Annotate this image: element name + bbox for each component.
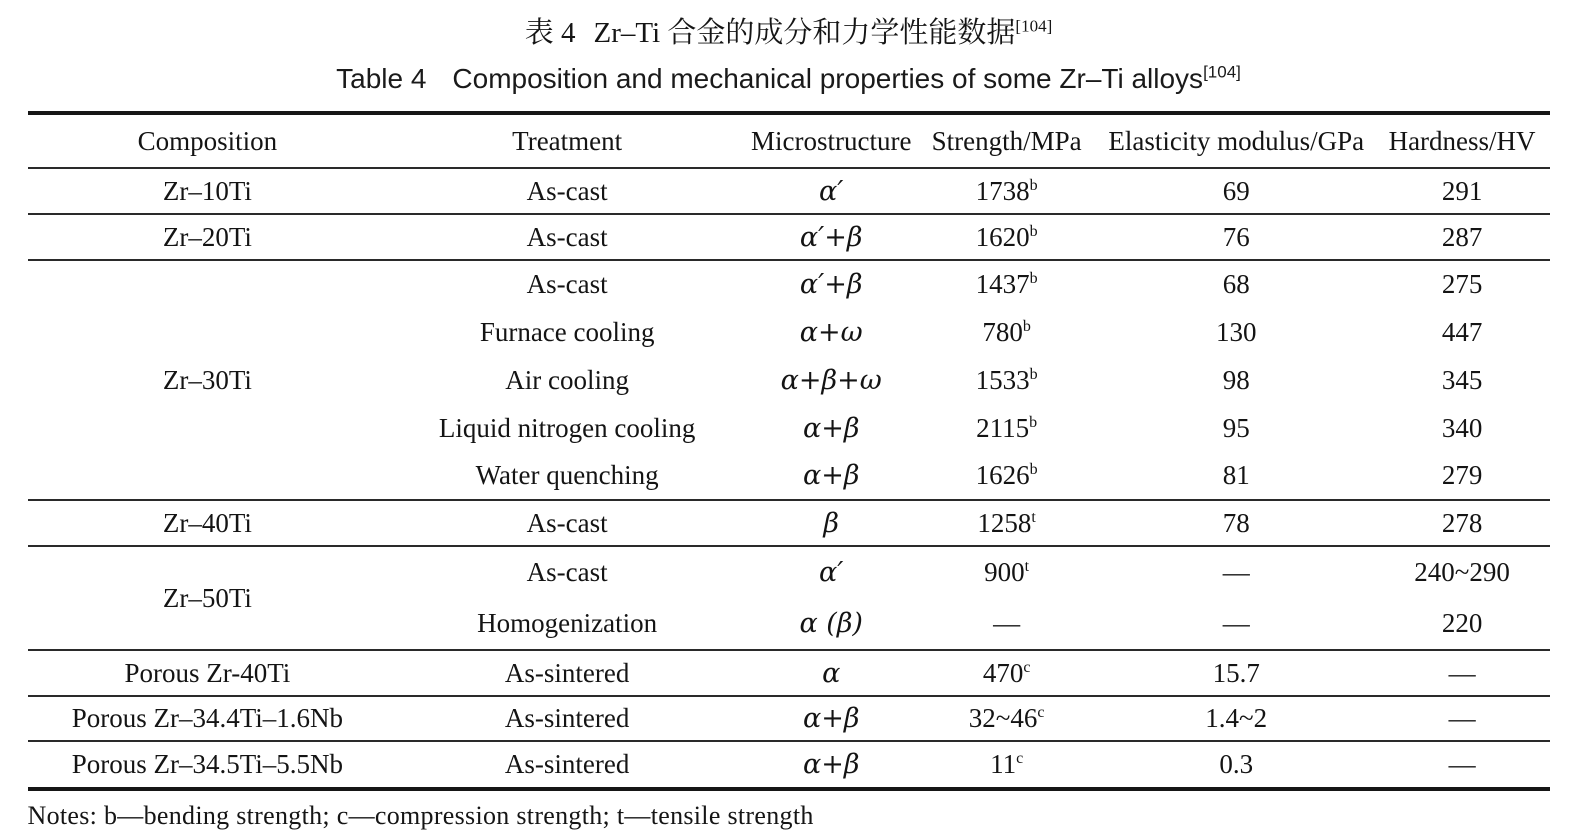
- microstructure-cell: α′+β: [799, 269, 863, 300]
- strength-value: 470: [982, 657, 1024, 688]
- strength-superscript: t: [1031, 508, 1036, 526]
- treatment-cell: As-sintered: [387, 650, 747, 696]
- modulus-cell: 0.3: [1219, 749, 1254, 779]
- table-caption-zh-text: Zr–Ti 合金的成分和力学性能数据: [593, 17, 1016, 49]
- strength-cell: [915, 404, 1097, 452]
- microstructure-cell: β: [747, 500, 915, 546]
- hardness-cell: 447: [1441, 316, 1483, 347]
- strength-value: 1258: [977, 507, 1032, 538]
- strength-cell: [915, 546, 1097, 598]
- modulus-cell: 1.4~2: [1098, 696, 1375, 741]
- table-row: [28, 168, 1550, 214]
- microstructure-cell: α′: [747, 168, 915, 214]
- strength-cell: [915, 308, 1097, 356]
- strength-value: 32~46: [968, 703, 1038, 733]
- hardness-cell: 345: [1441, 364, 1483, 395]
- table-row: [28, 500, 1550, 546]
- treatment-cell: Liquid nitrogen cooling: [438, 412, 696, 443]
- strength-cell: [915, 741, 1097, 789]
- table-row: [28, 650, 1550, 696]
- composition-cell: Porous Zr-40Ti: [28, 650, 388, 696]
- microstructure-cell: α+ω: [799, 316, 863, 348]
- microstructure-cell: α: [747, 650, 915, 696]
- header-strength: Strength/MPa: [915, 113, 1097, 168]
- composition-cell: Porous Zr–34.4Ti–1.6Nb: [28, 696, 388, 741]
- strength-value: 1533: [975, 364, 1030, 395]
- modulus-cell: 95: [1222, 412, 1250, 443]
- strength-value: 780: [982, 316, 1023, 347]
- treatment-cell: As-cast: [526, 557, 608, 587]
- composition-cell: Zr–30Ti: [28, 260, 388, 500]
- hardness-cell: 291: [1375, 168, 1550, 214]
- hardness-cell: —: [1375, 696, 1550, 741]
- strength-superscript: c: [1037, 704, 1045, 721]
- strength-superscript: b: [1029, 461, 1038, 478]
- microstructure-cell: α′: [819, 557, 844, 588]
- header-hardness: Hardness/HV: [1375, 113, 1550, 168]
- strength-cell: [915, 650, 1097, 696]
- microstructure-cell: α (β): [747, 598, 915, 650]
- table-row: [28, 546, 1550, 598]
- composition-cell: Zr–40Ti: [28, 500, 388, 546]
- table-caption-en-text: Composition and mechanical properties of some Zr–Ti alloys: [452, 63, 1204, 94]
- strength-cell: [915, 168, 1097, 214]
- treatment-cell: Water quenching: [387, 452, 747, 500]
- table-row: [28, 214, 1550, 260]
- hardness-cell: 279: [1375, 452, 1550, 500]
- hardness-cell: 220: [1375, 598, 1550, 650]
- strength-value: 1620: [975, 221, 1030, 252]
- citation-ref-en: [104]: [1203, 62, 1241, 82]
- hardness-cell: 278: [1375, 500, 1550, 546]
- strength-superscript: b: [1029, 270, 1038, 287]
- table-notes: Notes: b—bending strength; c—compression strength; t—tensile strength: [27, 801, 814, 830]
- treatment-cell: As-sintered: [504, 749, 630, 779]
- header-treatment: Treatment: [387, 113, 747, 168]
- microstructure-cell: α+β: [747, 696, 915, 741]
- table-caption-en-label: Table 4: [336, 63, 427, 94]
- treatment-cell: Furnace cooling: [479, 316, 655, 347]
- strength-cell: [915, 696, 1097, 741]
- table-caption-zh: [0, 10, 1577, 51]
- hardness-cell: 340: [1441, 412, 1483, 443]
- treatment-cell: As-cast: [387, 168, 747, 214]
- treatment-cell: As-cast: [387, 214, 747, 260]
- microstructure-cell: α+β: [747, 452, 915, 500]
- composition-cell: Zr–50Ti: [28, 546, 388, 650]
- modulus-cell: —: [1222, 557, 1250, 587]
- hardness-cell: 275: [1441, 269, 1483, 299]
- strength-value: 11: [990, 749, 1017, 779]
- paper-page: [0, 10, 1577, 834]
- hardness-cell: —: [1375, 650, 1550, 696]
- hardness-cell: 287: [1375, 214, 1550, 260]
- composition-cell: Porous Zr–34.5Ti–5.5Nb: [71, 749, 344, 779]
- modulus-cell: 69: [1098, 168, 1375, 214]
- treatment-cell: Air cooling: [505, 364, 630, 395]
- modulus-cell: —: [1098, 598, 1375, 650]
- strength-superscript: b: [1022, 317, 1031, 335]
- modulus-cell: 15.7: [1098, 650, 1375, 696]
- composition-cell: Zr–10Ti: [28, 168, 388, 214]
- strength-cell: [915, 452, 1097, 500]
- header-modulus: Elasticity modulus/GPa: [1098, 113, 1375, 168]
- strength-cell: [915, 598, 1097, 650]
- composition-cell: Zr–20Ti: [28, 214, 388, 260]
- strength-value: —: [993, 608, 1021, 638]
- treatment-cell: As-cast: [526, 269, 608, 299]
- strength-superscript: c: [1023, 658, 1031, 676]
- strength-superscript: c: [1016, 750, 1024, 767]
- treatment-cell: Homogenization: [387, 598, 747, 650]
- table-container: [28, 111, 1550, 791]
- modulus-cell: 81: [1098, 452, 1375, 500]
- strength-value: 900: [984, 557, 1025, 587]
- strength-superscript: b: [1029, 365, 1038, 383]
- alloy-properties-table: [28, 111, 1550, 791]
- modulus-cell: 98: [1222, 364, 1250, 395]
- table-caption-zh-label: 表 4: [524, 17, 576, 49]
- strength-cell: [915, 356, 1097, 404]
- strength-superscript: b: [1029, 413, 1038, 431]
- strength-cell: [915, 260, 1097, 308]
- modulus-cell: 76: [1098, 214, 1375, 260]
- header-row: [28, 113, 1550, 168]
- strength-superscript: t: [1024, 558, 1030, 575]
- table-row: [28, 696, 1550, 741]
- modulus-cell: 78: [1098, 500, 1375, 546]
- modulus-cell: 130: [1215, 316, 1257, 347]
- strength-cell: [915, 214, 1097, 260]
- table-row: [28, 260, 1550, 308]
- treatment-cell: As-cast: [387, 500, 747, 546]
- strength-value: 1437: [975, 269, 1030, 299]
- strength-superscript: b: [1029, 176, 1038, 194]
- strength-superscript: b: [1029, 222, 1038, 240]
- strength-value: 1738: [975, 175, 1030, 206]
- microstructure-cell: α+β: [802, 412, 860, 444]
- treatment-cell: As-sintered: [387, 696, 747, 741]
- strength-value: 1626: [975, 460, 1030, 490]
- microstructure-cell: α+β+ω: [780, 364, 882, 396]
- table-row: [28, 741, 1550, 789]
- microstructure-cell: α+β: [802, 749, 860, 780]
- citation-ref-zh: [104]: [1015, 16, 1053, 36]
- header-microstructure: Microstructure: [747, 113, 915, 168]
- strength-value: 2115: [976, 412, 1030, 443]
- hardness-cell: —: [1448, 749, 1476, 779]
- microstructure-cell: α′+β: [747, 214, 915, 260]
- strength-cell: [915, 500, 1097, 546]
- header-composition: Composition: [28, 113, 388, 168]
- hardness-cell: 240~290: [1414, 557, 1510, 587]
- table-caption-en: [0, 63, 1577, 95]
- modulus-cell: 68: [1222, 269, 1250, 299]
